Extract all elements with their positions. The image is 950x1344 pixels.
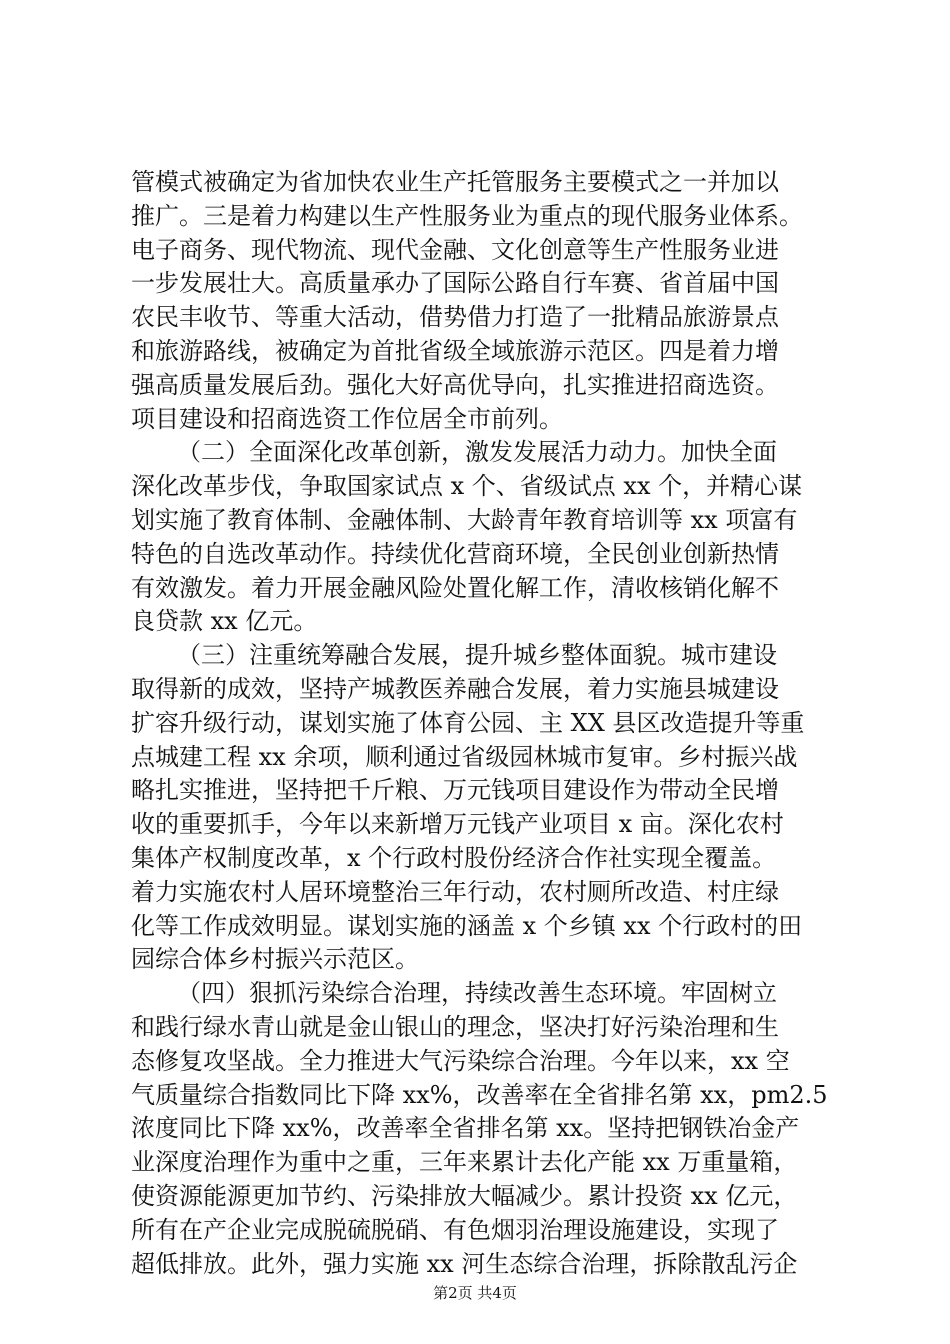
text-line: 使资源能源更加节约、污染排放大幅减少。累计投资 xx 亿元， bbox=[131, 1181, 798, 1210]
text-line: 浓度同比下降 xx%，改善率全省排名第 xx。坚持把钢铁冶金产 bbox=[131, 1114, 800, 1143]
body-text bbox=[131, 166, 835, 1281]
text-line: 电子商务、现代物流、现代金融、文化创意等生产性服务业进 bbox=[131, 235, 779, 264]
text-line: 态修复攻坚战。全力推进大气污染综合治理。今年以来，xx 空 bbox=[131, 1046, 790, 1075]
text-line: 超低排放。此外，强力实施 xx 河生态综合治理，拆除散乱污企 bbox=[131, 1249, 798, 1278]
text-line: 和旅游路线，被确定为首批省级全域旅游示范区。四是着力增 bbox=[131, 336, 779, 365]
text-line: 推广。三是着力构建以生产性服务业为重点的现代服务业体系。 bbox=[131, 201, 803, 230]
text-line: 取得新的成效，坚持产城教医养融合发展，着力实施县城建设 bbox=[131, 674, 779, 703]
paragraph-first-line: （四）狠抓污染综合治理，持续改善生态环境。牢固树立 bbox=[177, 979, 777, 1008]
text-line: 着力实施农村人居环境整治三年行动，农村厕所改造、村庄绿 bbox=[131, 877, 779, 906]
text-line: 点城建工程 xx 余项，顺利通过省级园林城市复审。乡村振兴战 bbox=[131, 742, 798, 771]
paragraph-first-line: （三）注重统筹融合发展，提升城乡整体面貌。城市建设 bbox=[177, 641, 777, 670]
text-line: 项目建设和招商选资工作位居全市前列。 bbox=[131, 404, 563, 433]
paragraph-first-line: （二）全面深化改革创新，激发发展活力动力。加快全面 bbox=[177, 438, 777, 467]
page-footer: 第2页 共4页 bbox=[433, 1284, 517, 1302]
text-line: 农民丰收节、等重大活动，借势借力打造了一批精品旅游景点 bbox=[131, 303, 779, 332]
text-line: 所有在产企业完成脱硫脱硝、有色烟羽治理设施建设，实现了 bbox=[131, 1215, 779, 1244]
text-line: 深化改革步伐，争取国家试点 x 个、省级试点 xx 个，并精心谋 bbox=[131, 472, 803, 501]
text-line: 化等工作成效明显。谋划实施的涵盖 x 个乡镇 xx 个行政村的田 bbox=[131, 911, 803, 940]
text-line: 有效激发。着力开展金融风险处置化解工作，清收核销化解不 bbox=[131, 573, 779, 602]
text-line: 略扎实推进，坚持把千斤粮、万元钱项目建设作为带动全民增 bbox=[131, 776, 779, 805]
text-line: 气质量综合指数同比下降 xx%，改善率在全省排名第 xx，pm2.5 bbox=[131, 1080, 828, 1109]
text-line: 园综合体乡村振兴示范区。 bbox=[131, 945, 419, 974]
text-line: 良贷款 xx 亿元。 bbox=[131, 607, 318, 636]
text-line: 特色的自选改革动作。持续优化营商环境，全民创业创新热情 bbox=[131, 539, 779, 568]
text-line: 收的重要抓手，今年以来新增万元钱产业项目 x 亩。深化农村 bbox=[131, 810, 784, 839]
text-line: 划实施了教育体制、金融体制、大龄青年教育培训等 xx 项富有 bbox=[131, 505, 798, 534]
text-line: 业深度治理作为重中之重，三年来累计去化产能 xx 万重量箱， bbox=[131, 1148, 798, 1177]
text-line: 集体产权制度改革，x 个行政村股份经济合作社实现全覆盖。 bbox=[131, 843, 777, 872]
text-line: 扩容升级行动，谋划实施了体育公园、主 XX 县区改造提升等重 bbox=[131, 708, 805, 737]
text-line: 强高质量发展后劲。强化大好高优导向，扎实推进招商选资。 bbox=[131, 370, 779, 399]
text-line: 一步发展壮大。高质量承办了国际公路自行车赛、省首届中国 bbox=[131, 269, 779, 298]
text-line: 管模式被确定为省加快农业生产托管服务主要模式之一并加以 bbox=[131, 168, 779, 196]
text-line: 和践行绿水青山就是金山银山的理念，坚决打好污染治理和生 bbox=[131, 1012, 779, 1041]
